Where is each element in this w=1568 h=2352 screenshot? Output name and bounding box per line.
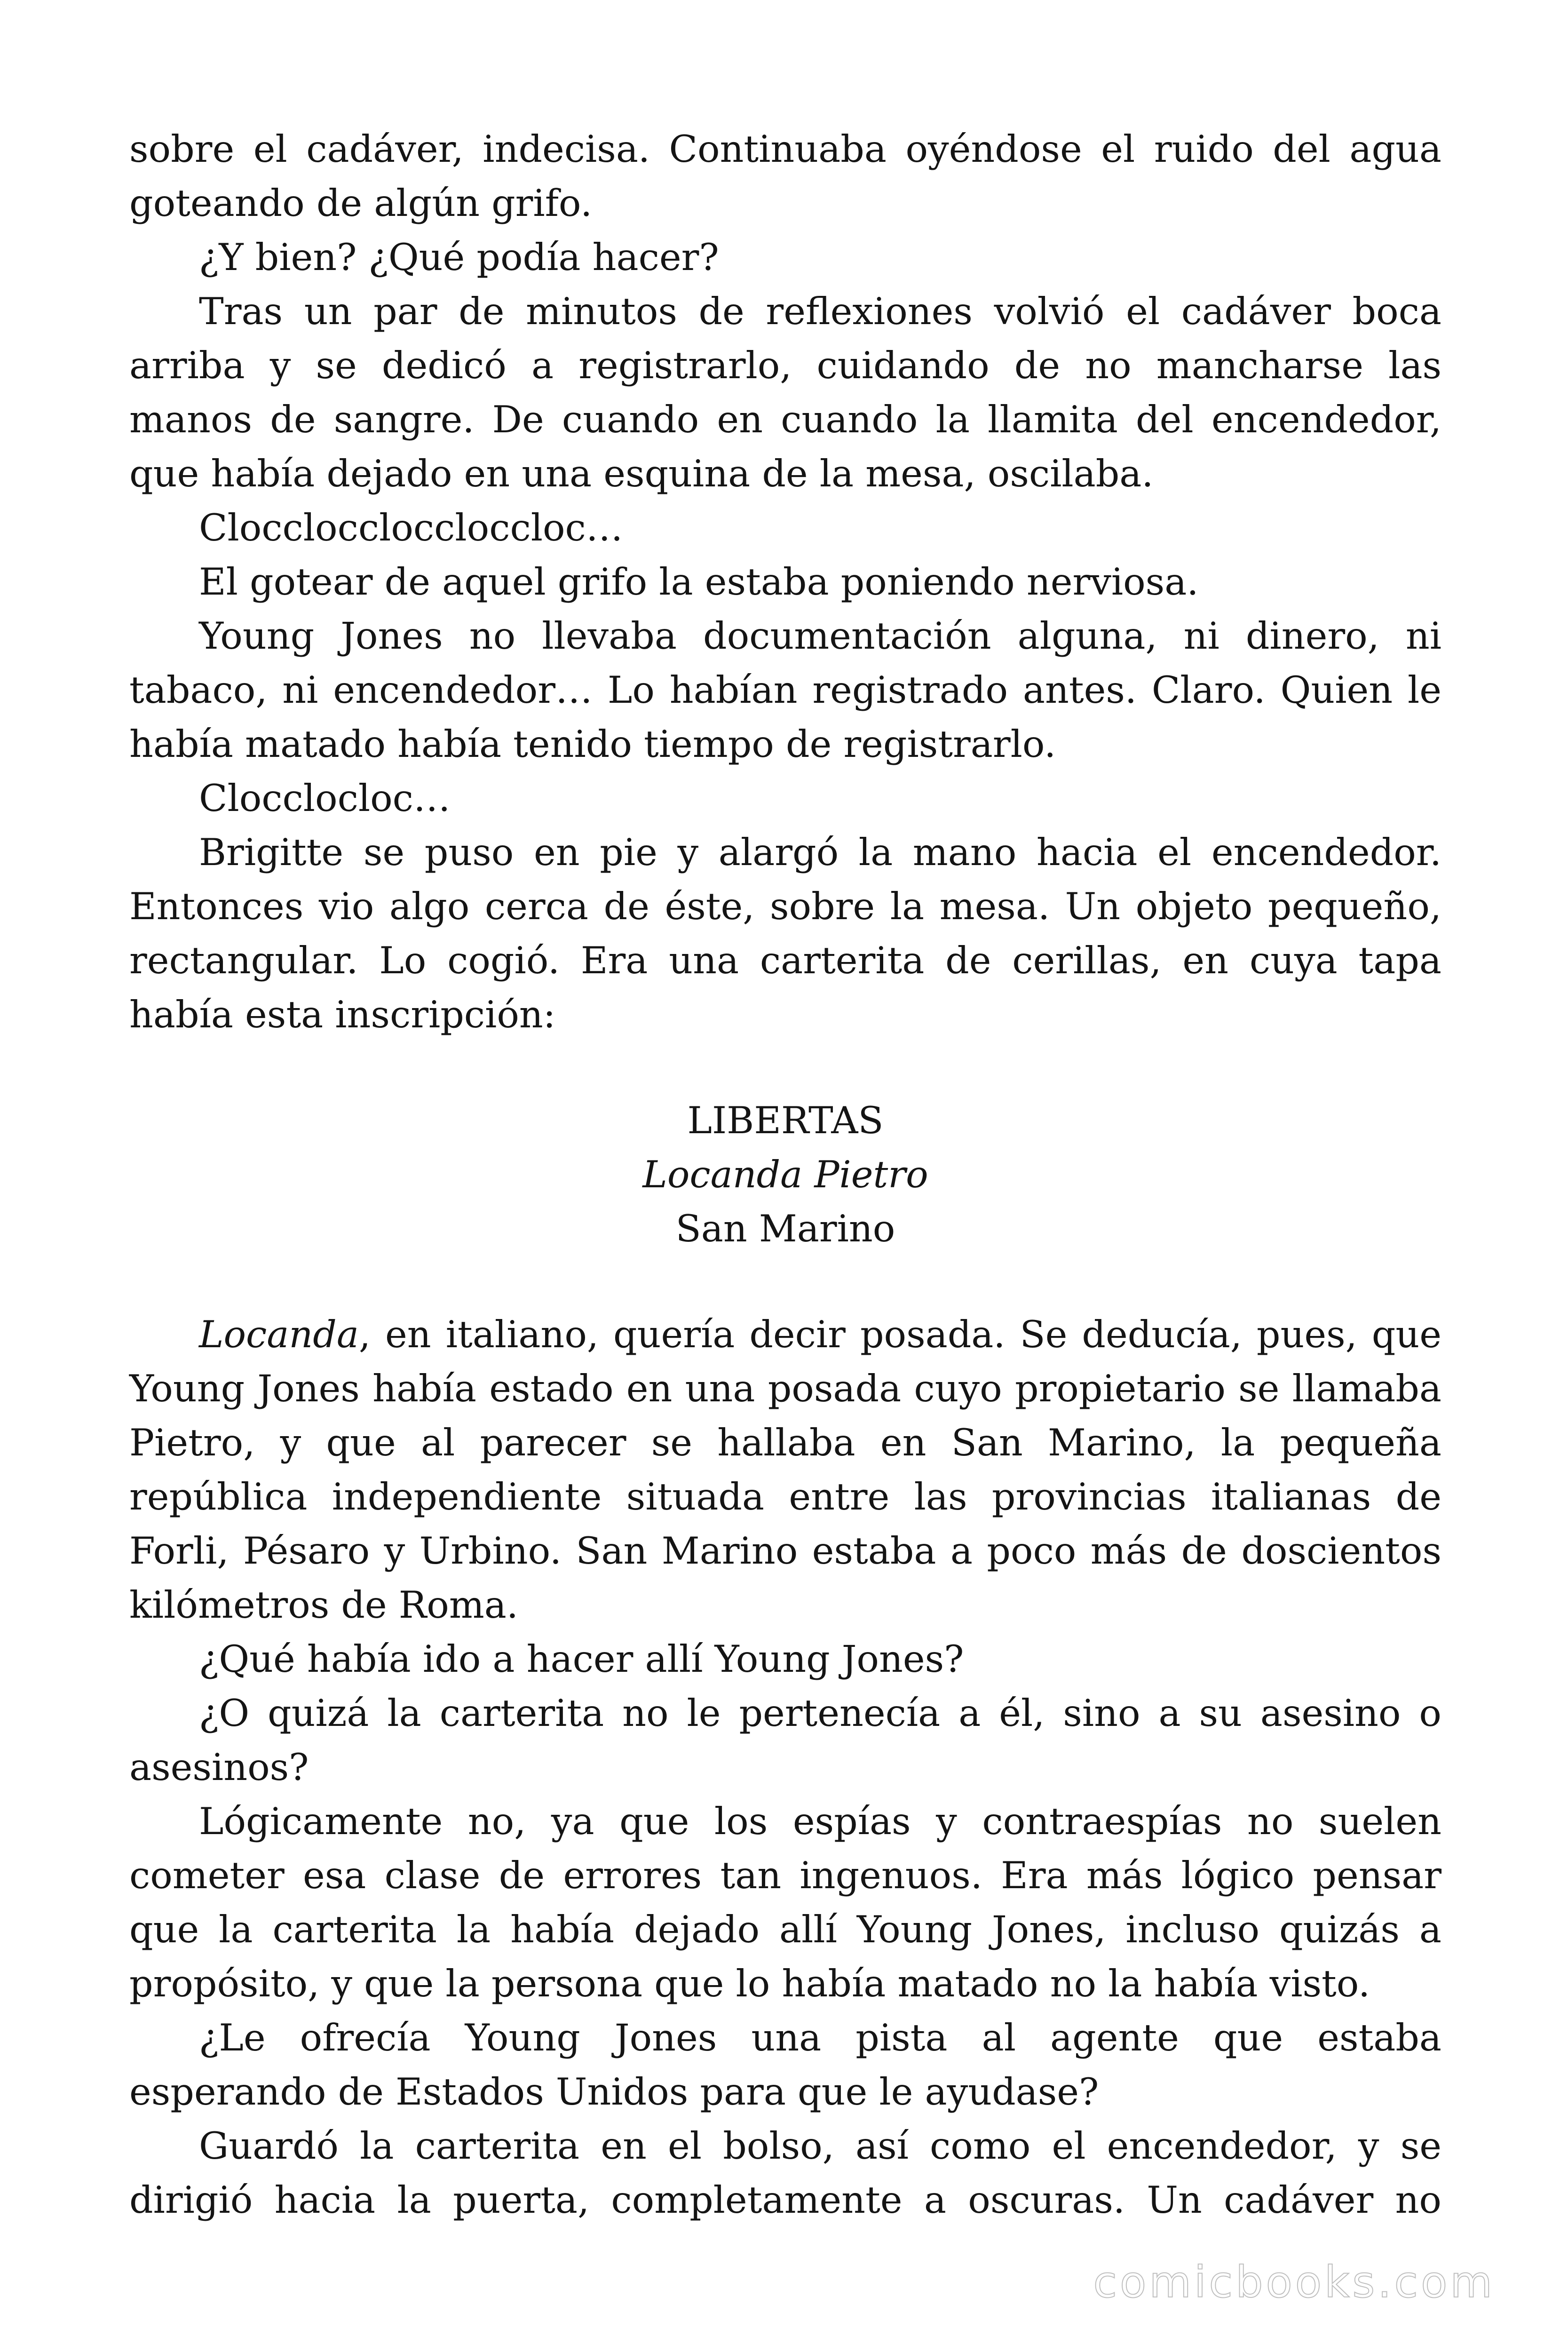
text-before-inscription [129,122,1441,1042]
inscription-line-locanda: Locanda Pietro [642,1153,928,1196]
watermark-logo: comicbooks.com [1093,2257,1495,2307]
paragraph: Young Jones no llevaba documentación alguna, ni dinero, ni tabaco, ni encendedor… Lo habían registrado antes. Claro. Quien le había matado había tenido tiempo de registrarlo. [129,614,1441,766]
matchbook-inscription [129,1094,1441,1256]
book-page [129,122,1441,2227]
paragraph: ¿Y bien? ¿Qué podía hacer? [199,236,719,279]
paragraph: Lógicamente no, ya que los espías y contraespías no suelen cometer esa clase de errores tan ingenuos. Era más lógico pensar que la carterita la había dejado allí Young Jones, incluso quizás a propósito, y que la persona que lo había matado no la había visto. [129,1800,1441,2005]
paragraphs-after [129,1632,1441,2227]
paragraph: ¿O quizá la carterita no le pertenecía a él, sino a su asesino o asesinos? [129,1692,1441,1789]
paragraph: Clocclocloc… [199,777,451,820]
inscription-line-libertas: LIBERTAS [687,1099,884,1142]
paragraph: ¿Qué había ido a hacer allí Young Jones? [199,1637,964,1681]
paragraph-locanda-text: , en italiano, quería decir posada. Se deducía, pues, que Young Jones había estado en una posada cuyo propietario se llamaba Pietro, y que al parecer se hallaba en San Marino, la pequeña república independiente situada entre las provincias italianas de Forli, Pésaro y Urbino. San Marino estaba a poco más de doscientos kilómetros de Roma. [129,1313,1441,1627]
paragraph: sobre el cadáver, indecisa. Continuaba oyéndose el ruido del agua goteando de algún grifo. [129,127,1441,225]
paragraph: Guardó la carterita en el bolso, así como el encendedor, y se dirigió hacia la puerta, completamente a oscuras. Un cadáver no [129,2124,1441,2222]
inscription-line-san-marino: San Marino [675,1207,895,1250]
italic-word-locanda: Locanda [199,1313,359,1356]
paragraph: Brigitte se puso en pie y alargó la mano hacia el encendedor. Entonces vio algo cerca de éste, sobre la mesa. Un objeto pequeño, rectangular. Lo cogió. Era una carterita de cerillas, en cuya tapa había esta inscripción: [129,831,1441,1036]
paragraph-locanda [129,1308,1441,1632]
paragraph: Tras un par de minutos de reflexiones volvió el cadáver boca arriba y se dedicó a registrarlo, cuidando de no mancharse las manos de sangre. De cuando en cuando la llamita del encendedor, que había dejado en una esquina de la mesa, oscilaba. [129,290,1441,495]
paragraph: Cloccloccloccloccloc… [199,506,623,549]
paragraph: ¿Le ofrecía Young Jones una pista al agente que estaba esperando de Estados Unidos para que le ayudase? [129,2016,1441,2114]
text-after-inscription [129,1308,1441,2227]
paragraph: El gotear de aquel grifo la estaba poniendo nerviosa. [199,560,1199,604]
